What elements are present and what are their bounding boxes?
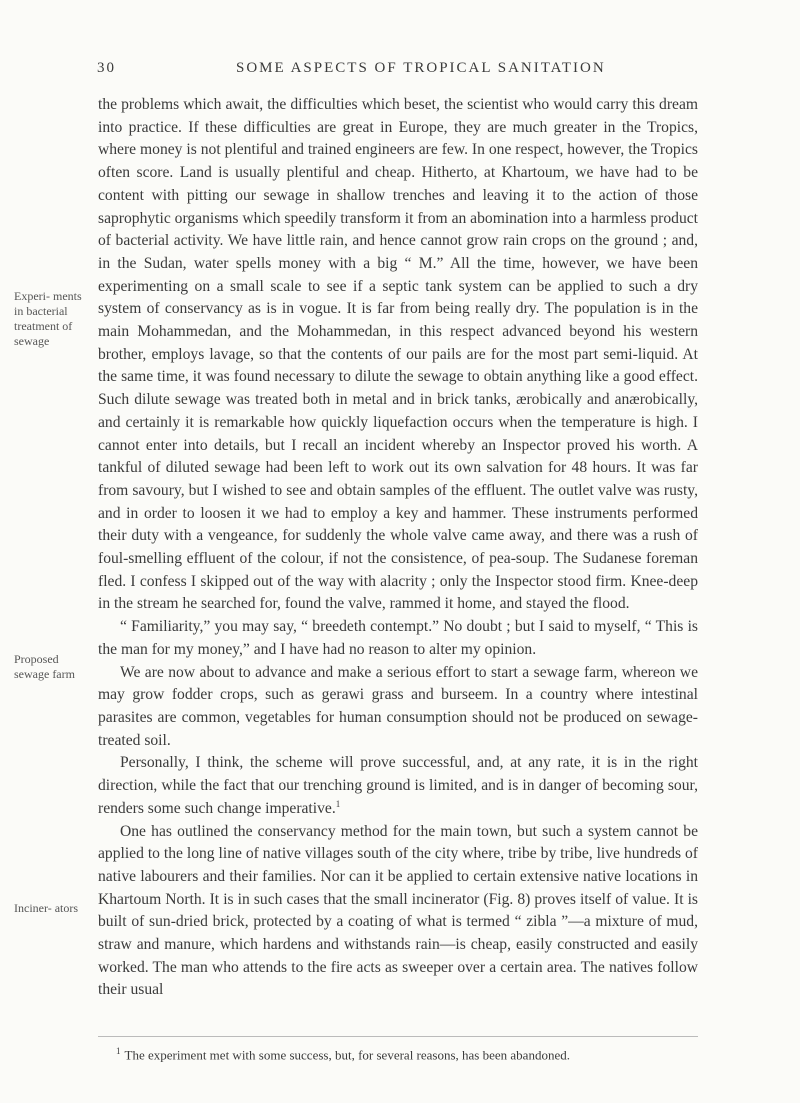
body-text (98, 94, 698, 1002)
paragraph: the problems which await, the difficulties which beset, the scientist who would carry this dream into practice. If these difficulties are great in Europe, they are much greater in the Tropics, where money is not plentiful and trained engineers are few. In one respect, however, the Tropics often score. Land is usually plentiful and cheap. Hitherto, at Khartoum, we have had to be content with pitting our sewage in shallow trenches and leaving it to the action of those saprophytic organisms which speedily transform it from an abomination into a harmless product of bacterial activity. We have little rain, and hence cannot grow rain crops on the ground ; and, in the Sudan, water spells money with a big “ M.” All the time, however, we have been experimenting on a small scale to see if a septic tank system can be applied to such a dry system of conservancy as is in vogue. It is far from being really dry. The population is in the main Mohammedan, and the Mohammedan, in this respect advanced beyond his western brother, employs lavage, so that the contents of our pails are for the most part semi-liquid. At the same time, it was found necessary to dilute the sewage to obtain anything like a good effect. Such dilute sewage was treated both in metal and in brick tanks, ærobically and anærobically, and certainly it is remarkable how quickly liquefaction occurs when the temperature is high. I cannot enter into details, but I recall an incident whereby an Inspector proved his worth. A tankful of diluted sewage had been left to work out its own salvation for 48 hours. It was far from savoury, but I wished to see and obtain samples of the effluent. The outlet valve was rusty, and in order to loosen it we had to employ a key and hammer. These instruments performed their duty with a vengeance, for suddenly the whole valve came away, and there was a rush of foul-smelling effluent of the colour, if not the consistence, of pea-soup. The Sudanese foreman fled. I confess I skipped out of the way with alacrity ; only the Inspector stood firm. Knee-deep in the stream he searched for, found the valve, rammed it home, and stayed the flood. (98, 96, 698, 613)
paragraph-text: Personally, I think, the scheme will prove successful, and, at any rate, it is in the right direction, while the fact that our trenching ground is limited, and is in danger of becoming sour, renders some such change imperative. (98, 754, 698, 817)
paragraph: “ Familiarity,” you may say, “ breedeth contempt.” No doubt ; but I said to myself, “ This is the man for my money,” and I have had no reason to alter my opinion. (98, 618, 698, 658)
paragraph-with-footnote-ref (98, 752, 698, 820)
footnote-text: The experiment met with some success, but, for several reasons, has been abandoned. (124, 1047, 570, 1063)
page-number: 30 (97, 60, 116, 76)
margin-note-incinerators: Inciner- ators (14, 901, 79, 915)
page-header (0, 60, 800, 84)
running-head: SOME ASPECTS OF TROPICAL SANITATION (236, 60, 606, 76)
footnote-divider (98, 1036, 698, 1037)
paragraph: One has outlined the conservancy method for the main town, but such a system cannot be applied to the long line of native villages south of the city where, tribe by tribe, live hundreds of native labourers and their families. Nor can it be applied to certain extensive native locations in Khartoum North. It is in such cases that the small incinerator (Fig. 8) proves itself of value. It is built of sun-dried brick, protected by a coating of what is termed “ zibla ”—a mixture of mud, straw and manure, which hardens and withstands rain—is cheap, easily constructed and easily worked. The man who attends to the fire acts as sweeper over a certain area. The natives follow their usual (98, 822, 698, 999)
footnote-reference: 1 (335, 798, 341, 809)
margin-note-bacterial-treatment: Experi- ments in bacterial treatment of sewage (14, 289, 82, 348)
footnote-marker: 1 (116, 1046, 121, 1056)
margin-note-sewage-farm: Proposed sewage farm (14, 652, 75, 681)
paragraph: We are now about to advance and make a serious effort to start a sewage farm, whereon we may grow fodder crops, such as gerawi grass and burseem. In a country where intestinal parasites are common, vegetables for human consumption should not be produced on sewage-treated soil. (98, 663, 698, 749)
footnote (116, 1043, 696, 1063)
